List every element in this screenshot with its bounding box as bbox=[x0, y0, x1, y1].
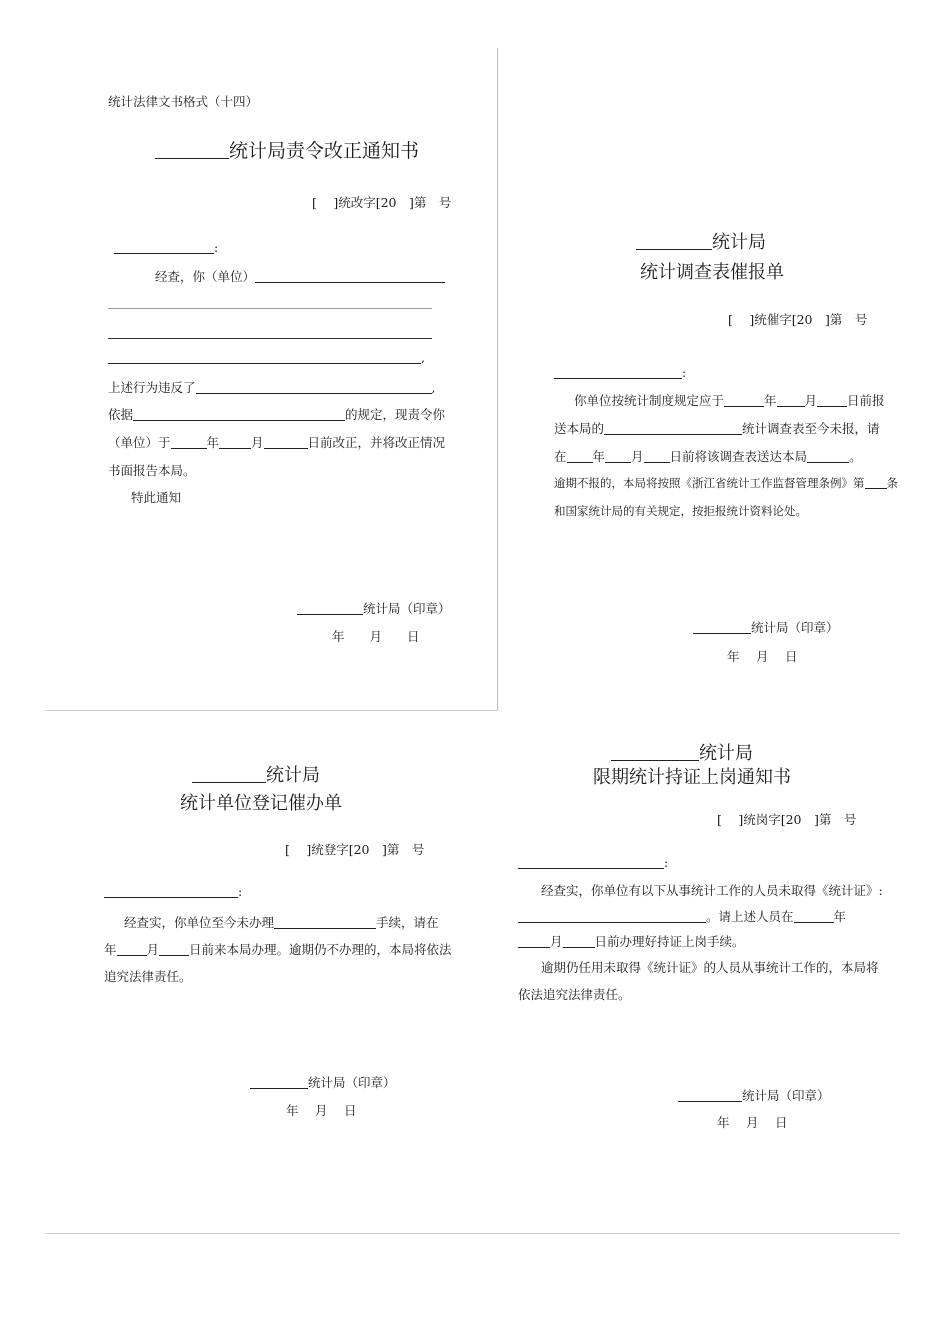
notice3-doc-number: [ ]统登字[20 ]第 号 bbox=[285, 842, 425, 857]
notice4-p3: 月 日前办理好持证上岗手续。 bbox=[518, 932, 745, 950]
notice2-seal: 统计局（印章） bbox=[693, 618, 839, 636]
notice3-p3: 追究法律责任。 bbox=[104, 969, 192, 984]
notice3-title-blank bbox=[192, 764, 266, 783]
notice4-date: 年 月 日 bbox=[717, 1115, 788, 1130]
notice1-title-blank bbox=[155, 139, 229, 159]
notice3-addressee: : bbox=[104, 884, 242, 899]
notice4-addressee: : bbox=[518, 855, 668, 870]
notice2-p5: 和国家统计局的有关规定，按拒报统计资料论处。 bbox=[554, 504, 807, 518]
notice1-addressee-blank bbox=[114, 241, 214, 255]
notice1-seal: 统计局（印章） bbox=[297, 599, 451, 617]
notice3-p1: 经查实，你单位至今未办理 手续，请在 bbox=[124, 915, 439, 930]
vertical-divider bbox=[497, 48, 498, 710]
notice1-title-text: 统计局责令改正通知书 bbox=[229, 140, 420, 162]
notice3-date: 年 月 日 bbox=[286, 1103, 357, 1118]
notice4-title-blank bbox=[611, 742, 699, 761]
notice2-title: 统计调查表催报单 bbox=[640, 262, 784, 283]
notice4-p5: 依法追究法律责任。 bbox=[518, 987, 631, 1002]
notice4-addressee-blank bbox=[518, 856, 664, 870]
notice3-title: 统计单位登记催办单 bbox=[180, 793, 342, 814]
notice1-line4: （单位）于 年 月 日前改正，并将改正情况 bbox=[108, 435, 446, 450]
notice1-line2: 上述行为违反了 , bbox=[108, 380, 436, 395]
notice2-p1: 你单位按统计制度规定应于 年 月 日前报 bbox=[574, 393, 885, 408]
notice4-p4: 逾期仍任用未取得《统计证》的人员从事统计工作的，本局将 bbox=[541, 960, 879, 975]
notice1-line3-blank bbox=[133, 408, 345, 422]
notice4-seal: 统计局（印章） bbox=[678, 1086, 830, 1104]
notice4-p2: 。请上述人员在 年 bbox=[518, 907, 846, 925]
notice2-p3: 在 年 月 日前将该调查表送达本局 。 bbox=[554, 449, 862, 464]
notice4-title-line1: 统计局 bbox=[611, 739, 753, 765]
notice3-seal-blank bbox=[250, 1076, 308, 1090]
notice1-line1-blank bbox=[255, 270, 445, 284]
notice3-title-line1: 统计局 bbox=[192, 761, 320, 787]
doc-format-header: 统计法律文书格式（十四） bbox=[108, 94, 259, 109]
notice1-seal-blank bbox=[297, 602, 363, 616]
notice2-seal-blank bbox=[693, 621, 751, 635]
notice3-addressee-blank bbox=[104, 885, 238, 899]
notice1-line5: 书面报告本局。 bbox=[108, 463, 196, 478]
notice2-addressee-blank bbox=[554, 366, 682, 380]
notice1-closing: 特此通知 bbox=[131, 490, 182, 505]
notice1-doc-number: [ ]统改字[20 ]第 号 bbox=[312, 195, 452, 210]
notice1-fill-line-b bbox=[108, 338, 432, 339]
notice1-date: 年 月 日 bbox=[332, 629, 420, 644]
notice1-title bbox=[155, 136, 419, 163]
notice2-p2: 送本局的 统计调查表至今未报，请 bbox=[554, 421, 880, 436]
notice1-addressee: : bbox=[114, 240, 218, 255]
notice1-fill-line-c: , bbox=[108, 350, 425, 365]
notice1-line3: 依据 的规定，现责令你 bbox=[108, 407, 446, 422]
notice4-title: 限期统计持证上岗通知书 bbox=[593, 767, 791, 788]
notice2-p4: 逾期不报的，本局将按照《浙江省统计工作监督管理条例》第 条 bbox=[554, 476, 898, 490]
notice4-seal-blank bbox=[678, 1089, 742, 1103]
notice2-date: 年 月 日 bbox=[727, 649, 798, 664]
notice3-p2: 年 月 日前来本局办理。逾期仍不办理的，本局将依法 bbox=[104, 942, 452, 957]
notice1-line2-blank bbox=[196, 381, 432, 395]
notice2-title-line1: 统计局 bbox=[636, 228, 766, 254]
horizontal-divider-top bbox=[45, 710, 498, 711]
notice4-doc-number: [ ]统岗字[20 ]第 号 bbox=[717, 812, 857, 827]
notice3-seal: 统计局（印章） bbox=[250, 1073, 396, 1091]
notice2-doc-number: [ ]统催字[20 ]第 号 bbox=[728, 312, 868, 327]
notice4-p1: 经查实，你单位有以下从事统计工作的人员未取得《统计证》: bbox=[541, 883, 883, 898]
notice2-title-blank bbox=[636, 231, 712, 250]
horizontal-divider-bottom bbox=[45, 1233, 900, 1234]
notice2-addressee: : bbox=[554, 365, 686, 380]
notice1-line1: 经查，你（单位） bbox=[155, 267, 445, 285]
notice1-fill-line-a bbox=[108, 308, 432, 309]
